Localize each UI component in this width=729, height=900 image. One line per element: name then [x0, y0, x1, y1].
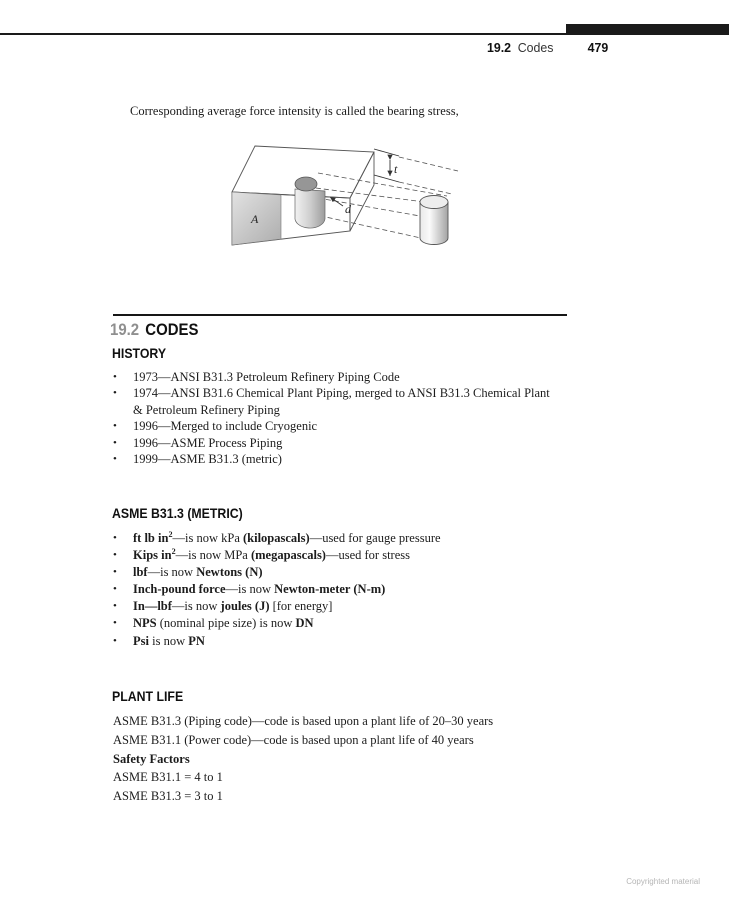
- figure-label-thickness: t: [394, 162, 398, 176]
- section-title-number: 19.2: [110, 320, 140, 339]
- bullet-text: 1973—ANSI B31.3 Petroleum Refinery Piping Code: [133, 370, 400, 384]
- section-title-word: CODES: [145, 320, 199, 339]
- list-item: ASME B31.1 = 4 to 1: [113, 770, 223, 785]
- bore-surface: [295, 189, 325, 228]
- bullet-icon: •: [113, 371, 117, 383]
- heading-history: HISTORY: [112, 345, 167, 361]
- bullet-text: 1974—ANSI B31.6 Chemical Plant Piping, merged to ANSI B31.3 Chemical Plant & Petroleum Refinery Piping: [133, 386, 550, 417]
- dimension-thickness: [374, 149, 399, 182]
- list-item: ASME B31.1 (Power code)—code is based upon a plant life of 40 years: [113, 732, 474, 747]
- list-item: [113, 385, 565, 418]
- bullet-icon: •: [113, 436, 117, 449]
- bullet-icon: •: [113, 532, 117, 544]
- bullet-text: NPS (nominal pipe size) is now DN: [133, 616, 314, 631]
- heading-plant-life: PLANT LIFE: [112, 688, 184, 704]
- list-item: ASME B31.3 = 3 to 1: [113, 789, 223, 804]
- heading-asme-b313-metric: ASME B31.3 (METRIC): [112, 505, 243, 521]
- list-item: [113, 598, 568, 615]
- running-head-section-number: 19.2: [487, 40, 512, 55]
- list-item: [113, 564, 568, 581]
- block: [232, 146, 374, 245]
- list-item: Safety Factors: [113, 751, 190, 766]
- history-list: [113, 369, 565, 467]
- bullet-text: Psi is now PN: [133, 633, 205, 648]
- intro-paragraph: Corresponding average force intensity is called the bearing stress,: [130, 104, 459, 118]
- bullet-text: Kips $in^2—is$ now MPa (megapascals)—used for stress: [133, 546, 410, 563]
- bearing-stress-illustration: [225, 133, 480, 255]
- bullet-icon: •: [113, 387, 117, 400]
- header-rule: [0, 33, 729, 35]
- bullet-text: Inch-pound force—is now Newton-meter (N-m): [133, 582, 386, 597]
- list-item: [113, 530, 568, 547]
- list-item: [113, 547, 568, 564]
- bullet-text: In—lbf—is now joules (J) [for energy]: [133, 599, 333, 614]
- bullet-text: lbf—is now Newtons (N): [133, 565, 263, 580]
- running-head-section-word: Codes: [517, 40, 554, 55]
- bullet-text: ft lb $in^2—is$ now kPa (kilopascals)—used for gauge pressure: [133, 529, 441, 545]
- bullet-icon: •: [113, 453, 117, 466]
- copyright-notice: Copyrighted material: [626, 877, 700, 886]
- figure-bearing-stress: [225, 133, 480, 255]
- figure-label-diameter: d: [345, 202, 351, 216]
- figure-label-area: A: [251, 212, 259, 226]
- bullet-icon: •: [113, 549, 117, 562]
- list-item: [113, 615, 568, 632]
- dimension-diameter: [330, 197, 352, 216]
- bullet-icon: •: [113, 566, 117, 579]
- bullet-icon: •: [113, 617, 117, 630]
- list-item: [113, 369, 565, 385]
- list-item: ASME B31.3 (Piping code)—code is based upon a plant life of 20–30 years: [113, 714, 494, 728]
- header-black-bar: [566, 24, 729, 33]
- list-item: [113, 451, 565, 467]
- plant-life-lines: [113, 712, 583, 806]
- bullet-text: 1996—Merged to include Cryogenic: [133, 419, 318, 434]
- metric-list: [113, 530, 568, 650]
- bullet-icon: •: [113, 634, 117, 647]
- list-item: [113, 418, 565, 434]
- section-title: [110, 320, 198, 340]
- bullet-icon: •: [113, 420, 117, 433]
- page-number: 479: [587, 40, 609, 55]
- bullet-text: 1996—ASME Process Piping: [133, 435, 283, 450]
- running-head: [487, 40, 608, 55]
- hole-opening: [295, 177, 317, 191]
- list-item: [113, 633, 568, 650]
- list-item: [113, 435, 565, 451]
- bullet-icon: •: [113, 583, 117, 596]
- bullet-icon: •: [113, 600, 117, 613]
- bullet-text: 1999—ASME B31.3 (metric): [133, 452, 282, 467]
- section-divider-rule: [113, 314, 567, 316]
- list-item: [113, 581, 568, 598]
- pin-cylinder: [420, 196, 448, 245]
